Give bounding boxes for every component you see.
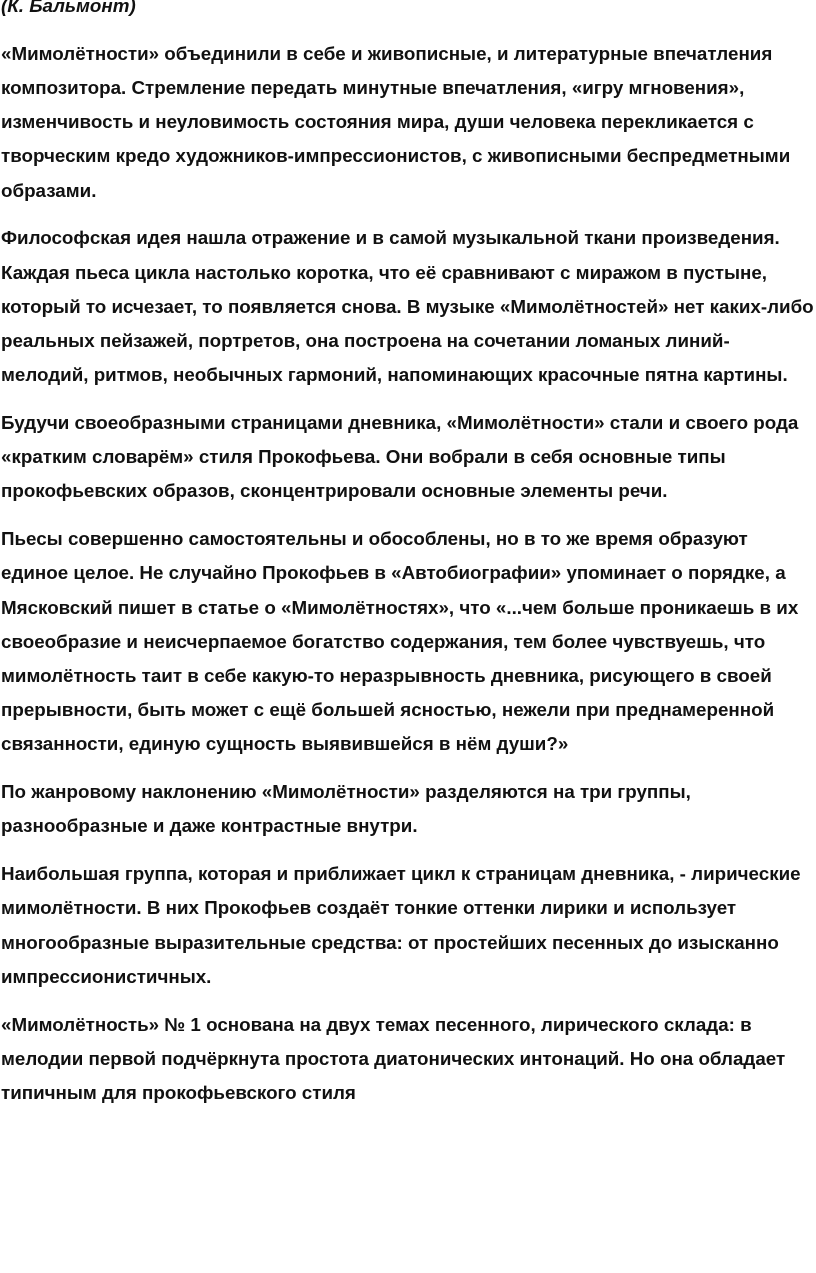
paragraph-3: Будучи своеобразными страницами дневника, «Мимолётности» стали и своего рода «кратким словарём» стиля Прокофьева. Они вобрали в себя основные типы прокофьевских образов, сконцентрировали основные элементы речи.	[1, 412, 799, 502]
paragraph-2: Философская идея нашла отражение и в самой музыкальной ткани произведения. Каждая пьеса цикла настолько коротка, что её сравнивают с миражом в пустыне, который то исчезает, то появляется снова. В музыке «Мимолётностей» нет каких-либо реальных пейзажей, портретов, она построена на сочетании ломаных линий-мелодий, ритмов, необычных гармоний, напоминающих красочные пятна картины.	[1, 227, 814, 386]
paragraph-6: Наибольшая группа, которая и приближает цикл к страницам дневника, - лирические мимолётности. В них Прокофьев создаёт тонкие оттенки лирики и использует многообразные выразительные средства: от простейших песенных до изысканно импрессионистичных.	[1, 863, 801, 987]
paragraph-1: «Мимолётности» объединили в себе и живописные, и литературные впечатления композитора. Стремление передать минутные впечатления, «игру мгновения», изменчивость и неуловимость состояния мира, души человека перекликается с творческим кредо художников-импрессионистов, с живописными беспредметными образами.	[1, 42, 791, 201]
author-attribution: (К. Бальмонт)	[1, 0, 136, 16]
paragraph-7: «Мимолётность» № 1 основана на двух темах песенного, лирического склада: в мелодии первой подчёркнута простота диатонических интонаций. Но она обладает типичным для прокофьевского стиля	[1, 1013, 786, 1104]
paragraph-4: Пьесы совершенно самостоятельны и обособлены, но в то же время образуют единое целое. Не случайно Прокофьев в «Автобиографии» упоминает о порядке, а Мясковский пишет в статье о «Мимолётностях», что «...чем больше проникаешь в их своеобразие и неисчерпаемое богатство содержания, тем более чувствуешь, что мимолётность таит в себе какую-то неразрывность дневника, рисующего в своей прерывности, быть может с ещё большей ясностью, нежели при преднамеренной связанности, единую сущность выявившейся в нём души?»	[1, 528, 799, 755]
paragraph-5: По жанровому наклонению «Мимолётности» разделяются на три группы, разнообразные и даже контрастные внутри.	[1, 781, 691, 837]
